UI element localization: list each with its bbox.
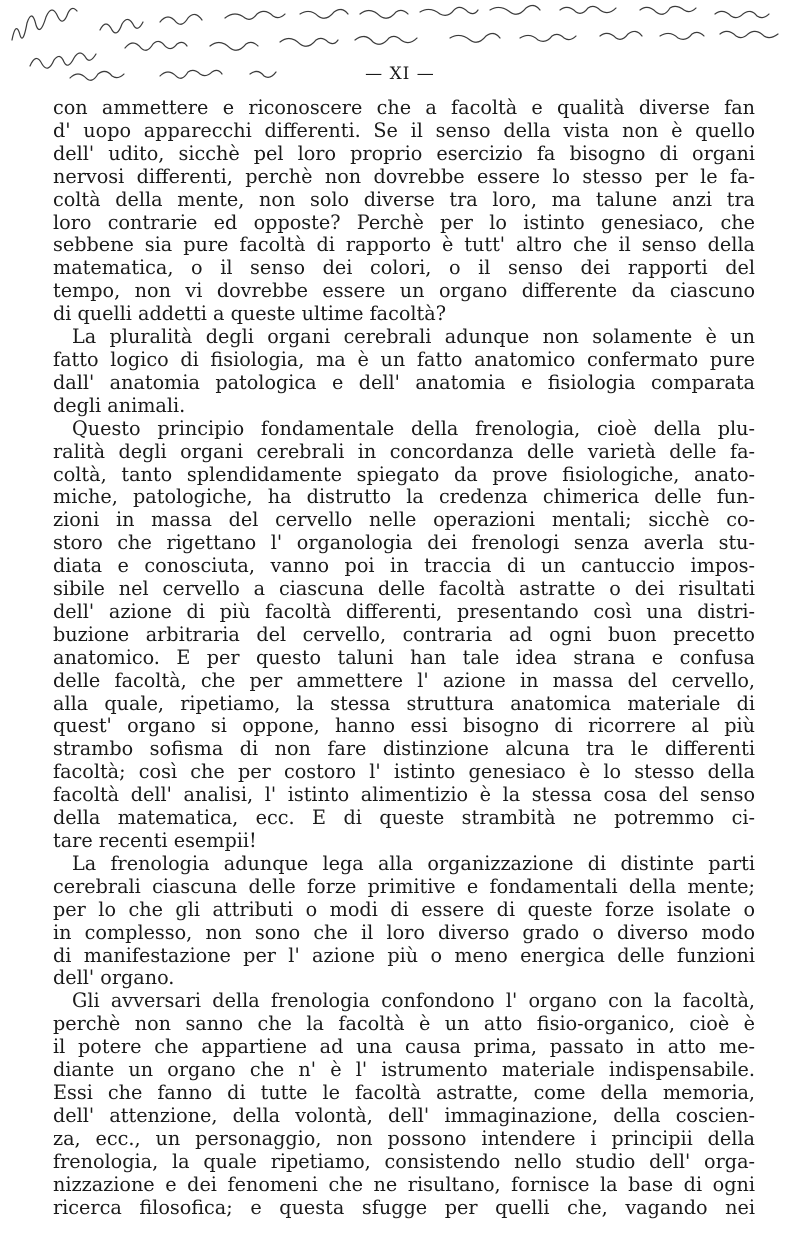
text-line: matematica, o il senso dei colori, o il senso dei rapporti del [53, 256, 755, 280]
text-line: tare recenti esempii! [53, 829, 257, 852]
text-line: diante un organo che n' è l' istrumento materiale indispensabile. [53, 1058, 755, 1082]
body-text [53, 97, 755, 1219]
text-line: nervosi differenti, perchè non dovrebbe essere lo stesso per le fa- [53, 164, 755, 188]
text-line: perchè non sanno che la facoltà è un atto fisio-organico, cioè è [53, 1012, 755, 1036]
text-line: anatomico. E per questo taluni han tale idea strana e confusa [53, 645, 755, 669]
text-line: dell' udito, sicchè pel loro proprio esercizio fa bisogno di organi [53, 141, 755, 165]
text-line: coltà della mente, non solo diverse tra loro, ma talune anzi tra [53, 187, 755, 211]
text-line: tempo, non vi dovrebbe essere un organo differente da ciascuno [53, 279, 755, 303]
text-line: per lo che gli attributi o modi di essere di queste forze isolate o [53, 897, 755, 921]
text-line: di quelli addetti a queste ultime facoltà? [53, 302, 446, 326]
text-line: alla quale, ripetiamo, la stessa struttura anatomica materiale di [53, 691, 755, 715]
text-line: il potere che appartiene ad una causa prima, passato in atto me- [53, 1035, 755, 1059]
text-line: Gli avversari della frenologia confondono l' organo con la facoltà, [72, 989, 755, 1013]
text-line: loro contrarie ed opposte? Perchè per lo istinto genesiaco, che [53, 210, 755, 234]
text-line: dell' attenzione, della volontà, dell' immaginazione, della coscien- [53, 1103, 755, 1127]
text-line: dell' azione di più facoltà differenti, presentando così una distri- [53, 599, 755, 623]
text-line: quest' organo si oppone, hanno essi bisogno di ricorrere al più [53, 714, 755, 738]
text-line: cerebrali ciascuna delle forze primitive e fondamentali della mente; [53, 874, 755, 898]
handwritten-annotation [0, 0, 800, 100]
text-line: delle facoltà, che per ammettere l' azione in massa del cervello, [53, 668, 755, 692]
text-line: coltà, tanto splendidamente spiegato da prove fisiologiche, anato- [53, 462, 755, 486]
text-line: nizzazione e dei fenomeni che ne risultano, fornisce la base di ogni [53, 1172, 755, 1196]
text-line: Questo principio fondamentale della frenologia, cioè della plu- [72, 416, 755, 440]
text-line: facoltà dell' analisi, l' istinto alimentizio è la stessa cosa del senso [53, 783, 755, 807]
text-line: ricerca filosofica; e questa sfugge per quelli che, vagando nei [53, 1195, 755, 1219]
text-line: con ammettere e riconoscere che a facoltà e qualità diverse fan [53, 96, 755, 119]
text-line: degli animali. [53, 393, 186, 417]
text-line: della matematica, ecc. E di queste strambità ne potremmo ci- [53, 806, 755, 830]
text-line: za, ecc., un personaggio, non possono intendere i principii della [53, 1126, 755, 1150]
text-line: frenologia, la quale ripetiamo, consistendo nello studio dell' orga- [53, 1149, 755, 1173]
text-line: fatto logico di fisiologia, ma è un fatto anatomico confermato pure [53, 347, 755, 371]
text-line: miche, patologiche, ha distrutto la credenza chimerica delle fun- [53, 485, 755, 509]
text-line: La pluralità degli organi cerebrali adunque non solamente è un [72, 325, 755, 349]
text-line: diata e conosciuta, vanno poi in traccia di un cantuccio impos- [53, 554, 755, 578]
text-line: sebbene sia pure facoltà di rapporto è tutt' altro che il senso della [53, 233, 755, 257]
text-line: dell' organo. [53, 966, 175, 990]
text-line: facoltà; così che per costoro l' istinto genesiaco è lo stesso della [53, 760, 755, 784]
text-line: d' uopo apparecchi differenti. Se il senso della vista non è quello [53, 118, 755, 142]
text-line: La frenologia adunque lega alla organizzazione di distinte parti [72, 851, 755, 875]
text-line: strambo sofisma di non fare distinzione alcuna tra le differenti [53, 737, 755, 761]
text-line: Essi che fanno di tutte le facoltà astratte, come della memoria, [53, 1080, 755, 1104]
text-line: zioni in massa del cervello nelle operazioni mentali; sicchè co- [53, 508, 755, 532]
page-number: — XI — [365, 64, 435, 84]
text-line: buzione arbitraria del cervello, contraria ad ogni buon precetto [53, 622, 755, 646]
text-line: storo che rigettano l' organologia dei frenologi senza averla stu- [53, 531, 755, 555]
text-line: ralità degli organi cerebrali in concordanza delle varietà delle fa- [53, 439, 755, 463]
text-line: di manifestazione per l' azione più o meno energica delle funzioni [53, 943, 755, 967]
text-line: in complesso, non sono che il loro diverso grado o diverso modo [53, 920, 755, 944]
text-line: sibile nel cervello a ciascuna delle facoltà astratte o dei risultati [53, 577, 755, 601]
text-line: dall' anatomia patologica e dell' anatomia e fisiologia comparata [53, 370, 755, 394]
